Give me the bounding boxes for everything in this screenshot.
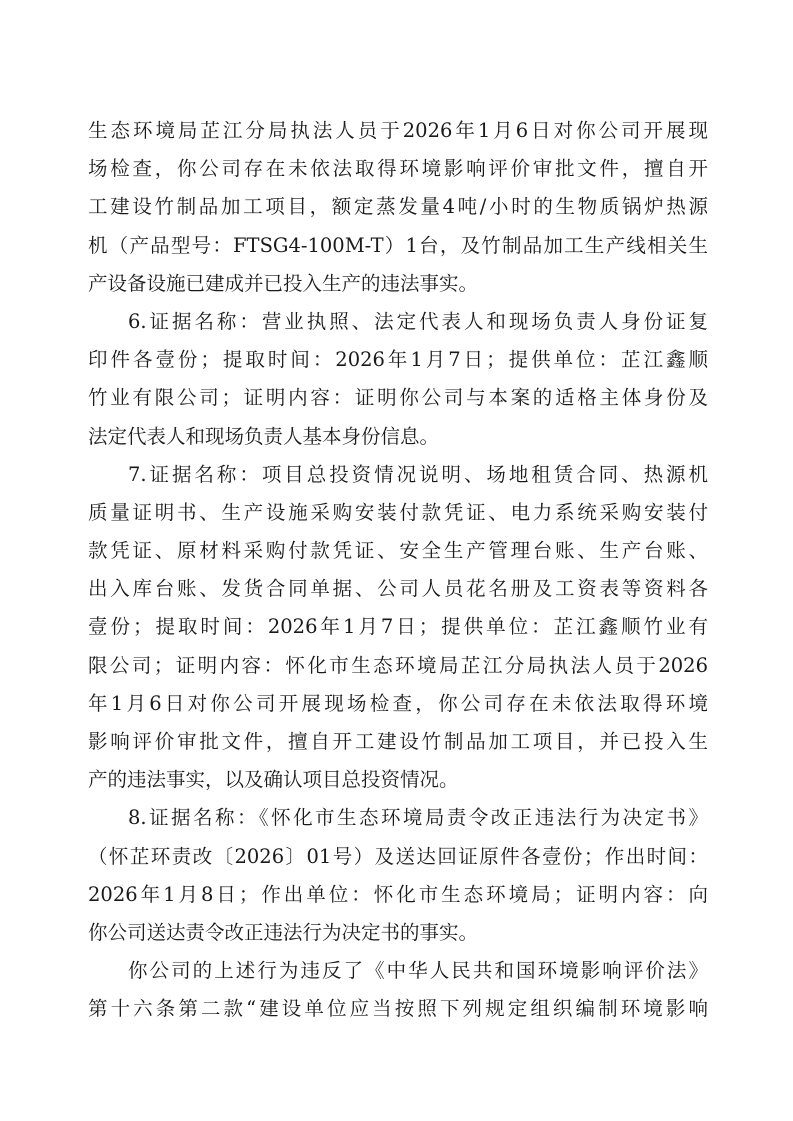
- evidence-6-line: 6.证据名称：营业执照、法定代表人和现场负责人身份证复: [128, 309, 708, 333]
- text-line: 场检查，你公司存在未依法取得环境影响评价审批文件，擅自开: [88, 157, 708, 181]
- text-line: 限公司；证明内容：怀化市生态环境局芷江分局执法人员于2026: [88, 653, 708, 677]
- text-line: （怀芷环责改〔2026〕01号）及送达回证原件各壹份；作出时间：: [88, 844, 708, 868]
- text-line: 印件各壹份；提取时间：2026年1月7日；提供单位：芷江鑫顺: [88, 348, 708, 372]
- evidence-8-line: 8.证据名称：《怀化市生态环境局责令改正违法行为决定书》: [128, 806, 708, 830]
- text-line: 产的违法事实，以及确认项目总投资情况。: [88, 768, 459, 792]
- text-line: 壹份；提取时间：2026年1月7日；提供单位：芷江鑫顺竹业有: [88, 615, 708, 639]
- text-line: 产设备设施已建成并已投入生产的违法事实。: [88, 271, 479, 295]
- text-line: 机（产品型号：FTSG4-100M-T）1台，及竹制品加工生产线相关生: [88, 233, 708, 257]
- text-line: 你公司送达责令改正违法行为决定书的事实。: [88, 920, 479, 944]
- evidence-7-line: 7.证据名称：项目总投资情况说明、场地租赁合同、热源机: [128, 462, 708, 486]
- text-line: 质量证明书、生产设施采购安装付款凭证、电力系统采购安装付: [88, 500, 708, 524]
- text-line: 竹业有限公司；证明内容：证明你公司与本案的适格主体身份及: [88, 386, 708, 410]
- text-line: 出入库台账、发货合同单据、公司人员花名册及工资表等资料各: [88, 577, 708, 601]
- text-line: 法定代表人和现场负责人基本身份信息。: [88, 424, 440, 448]
- text-line: 工建设竹制品加工项目，额定蒸发量4吨/小时的生物质锅炉热源: [88, 195, 708, 219]
- document-body: [88, 112, 708, 1029]
- text-line: 生态环境局芷江分局执法人员于2026年1月6日对你公司开展现: [88, 119, 708, 142]
- text-line: 款凭证、原材料采购付款凭证、安全生产管理台账、生产台账、: [88, 539, 708, 563]
- text-line: 影响评价审批文件，擅自开工建设竹制品加工项目，并已投入生: [88, 730, 708, 753]
- text-line: 第十六条第二款“建设单位应当按照下列规定组织编制环境影响: [88, 997, 708, 1021]
- conclusion-line: 你公司的上述行为违反了《中华人民共和国环境影响评价法》: [128, 959, 708, 983]
- text-line: 2026年1月8日；作出单位：怀化市生态环境局；证明内容：向: [88, 882, 708, 906]
- text-line: 年1月6日对你公司开展现场检查，你公司存在未依法取得环境: [88, 691, 708, 715]
